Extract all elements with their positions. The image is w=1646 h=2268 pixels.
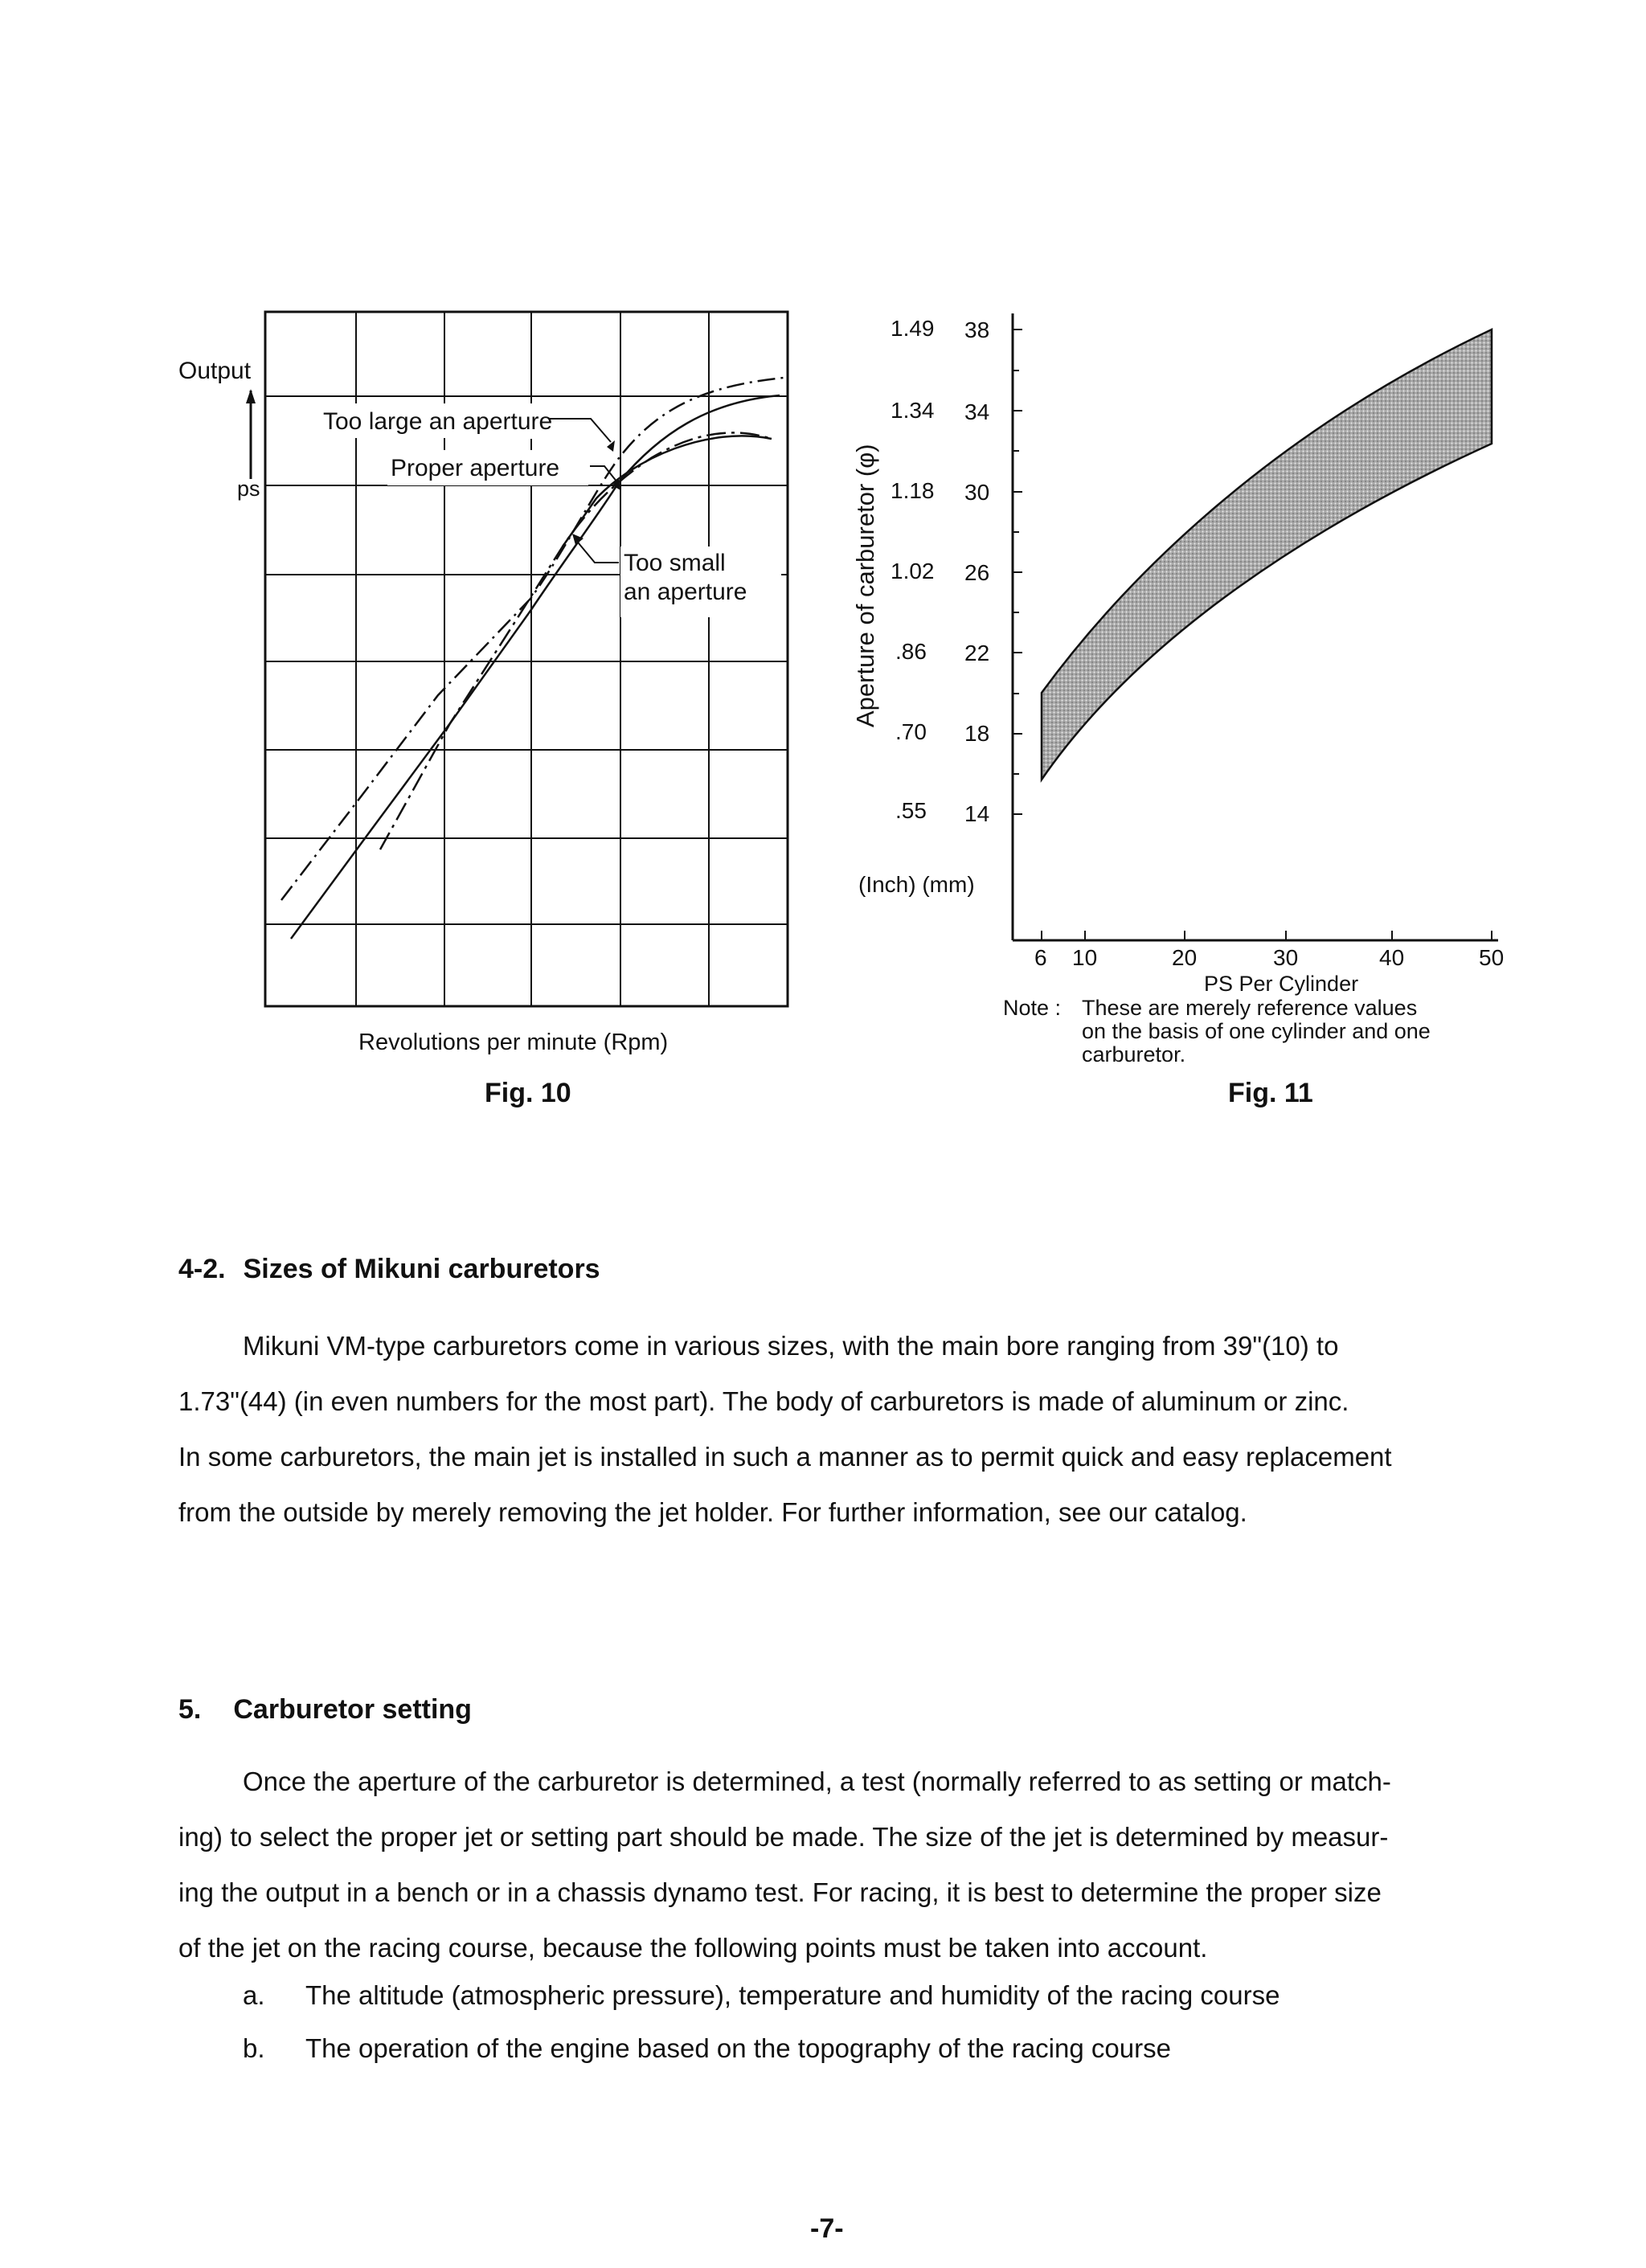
- paragraph-line: of the jet on the racing course, because the following points must be taken into account.: [178, 1933, 1208, 1963]
- fig11-xlabel: PS Per Cylinder: [1204, 972, 1359, 996]
- paragraph-line: In some carburetors, the main jet is installed in such a manner as to permit quick and easy replacement: [178, 1442, 1392, 1472]
- paragraph-line: from the outside by merely removing the jet holder. For further information, see our catalog.: [178, 1497, 1247, 1527]
- fig11-ytick-mm: 18: [964, 721, 990, 746]
- fig11-y-ticks: [1013, 330, 1022, 814]
- section-5-heading: [178, 1694, 472, 1726]
- paragraph-line: Once the aperture of the carburetor is determined, a test (normally referred to as setting or match-: [243, 1767, 1391, 1796]
- fig11-ylabel: Aperture of carburetor (φ): [851, 444, 879, 727]
- section-4-2-paragraph: [178, 1318, 1490, 1540]
- fig11-xtick: 20: [1172, 945, 1198, 970]
- section-5-number: 5.: [178, 1694, 202, 1725]
- fig10-ylabel-ps: ps: [237, 477, 260, 501]
- fig11-ytick-mm: 38: [964, 317, 990, 342]
- fig11-unit-labels: (Inch) (mm): [858, 872, 975, 897]
- list-marker: b.: [243, 2033, 265, 2063]
- section-5-paragraph: [178, 1754, 1490, 1975]
- fig10-annotation-proper: Proper aperture: [391, 455, 560, 481]
- section-4-2-heading: [178, 1254, 600, 1285]
- list-item-a: [243, 1980, 1280, 2011]
- fig11-note-line: These are merely reference values: [1082, 996, 1418, 1020]
- fig11-note-line: on the basis of one cylinder and one: [1082, 1019, 1431, 1043]
- fig10-annotation-too-small-2: an aperture: [624, 579, 747, 605]
- fig10-xlabel: Revolutions per minute (Rpm): [358, 1030, 669, 1055]
- fig11-ytick-mm: 26: [964, 560, 990, 585]
- fig10-annotation-too-small-1: Too small: [624, 550, 726, 576]
- paragraph-line: 1.73"(44) (in even numbers for the most part). The body of carburetors is made of aluminum or zinc.: [178, 1386, 1349, 1416]
- fig11-ytick-mm: 34: [964, 399, 990, 424]
- fig11-ytick-mm: 22: [964, 641, 990, 665]
- section-4-2-title: Sizes of Mikuni carburetors: [243, 1254, 600, 1284]
- fig11-ytick-inch: 1.49: [891, 316, 935, 341]
- fig11-fig-label: Fig. 11: [1228, 1078, 1313, 1108]
- fig11-ytick-inch: .55: [895, 798, 927, 823]
- paragraph-line: Mikuni VM-type carburetors come in various sizes, with the main bore ranging from 39"(10) to: [243, 1331, 1339, 1361]
- list-text: The altitude (atmospheric pressure), temperature and humidity of the racing course: [305, 1980, 1280, 2010]
- fig11-band: [1042, 330, 1492, 780]
- fig11-xtick: 50: [1479, 945, 1505, 970]
- section-4-2-number: 4-2.: [178, 1254, 226, 1284]
- fig11-ytick-inch: 1.18: [891, 478, 935, 503]
- page-number: -7-: [810, 2213, 844, 2244]
- fig11-note-line: carburetor.: [1082, 1042, 1186, 1066]
- fig11-xtick: 40: [1379, 945, 1405, 970]
- section-5-title: Carburetor setting: [233, 1694, 472, 1725]
- fig11-xtick: 30: [1273, 945, 1299, 970]
- list-marker: a.: [243, 1980, 265, 2010]
- list-text: The operation of the engine based on the topography of the racing course: [305, 2033, 1171, 2063]
- fig11-ytick-inch: .70: [895, 719, 927, 744]
- fig11-ytick-inch: 1.02: [891, 559, 935, 583]
- fig10-annotation-too-large: Too large an aperture: [323, 408, 553, 435]
- fig11-ytick-inch: 1.34: [891, 398, 935, 423]
- paragraph-line: ing) to select the proper jet or setting part should be made. The size of the jet is determined by measur-: [178, 1822, 1389, 1852]
- fig11-xtick: 6: [1034, 945, 1047, 970]
- list-item-b: [243, 2033, 1171, 2064]
- paragraph-line: ing the output in a bench or in a chassis dynamo test. For racing, it is best to determine the proper size: [178, 1877, 1382, 1907]
- fig11-ytick-mm: 30: [964, 480, 990, 505]
- fig11-ytick-inch: .86: [895, 639, 927, 664]
- fig11-ytick-mm: 14: [964, 801, 990, 826]
- fig11-x-ticks: [1042, 931, 1492, 940]
- fig10-ylabel-output: Output: [178, 358, 252, 384]
- fig10-fig-label: Fig. 10: [485, 1078, 571, 1108]
- fig11-xtick: 10: [1072, 945, 1098, 970]
- fig11-note-prefix: Note :: [1003, 996, 1062, 1020]
